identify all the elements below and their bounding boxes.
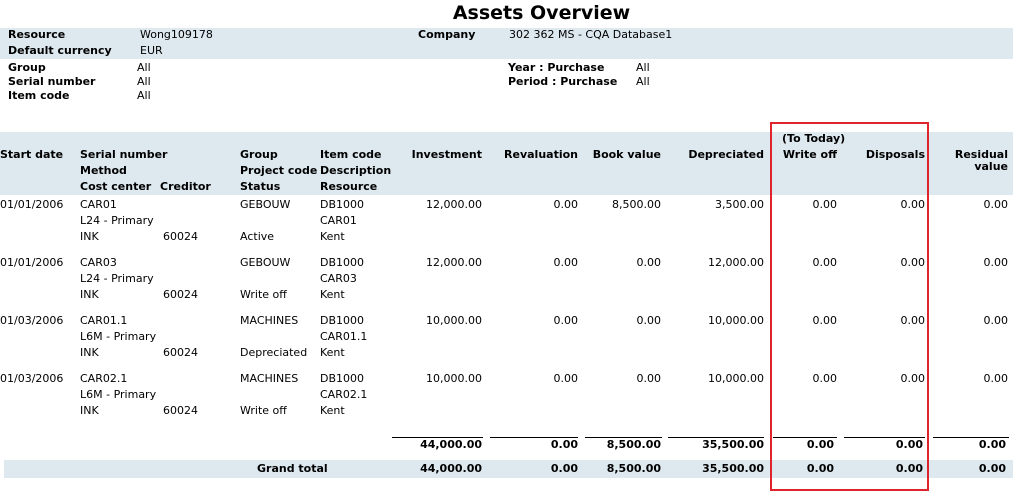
currency-value: EUR — [140, 44, 163, 57]
subtotal-disposals: 0.00 — [895, 438, 923, 451]
cell-serial: CAR01.1 — [80, 314, 128, 327]
cell-start-date: 01/03/2006 — [0, 372, 64, 385]
cell-depreciated: 12,000.00 — [708, 256, 764, 269]
grand-total-write-off: 0.00 — [806, 462, 834, 475]
cell-book-value: 8,500.00 — [612, 198, 661, 211]
cell-write-off: 0.00 — [812, 372, 837, 385]
page-title: Assets Overview — [452, 2, 631, 24]
cell-write-off: 0.00 — [812, 256, 837, 269]
cell-disposals: 0.00 — [900, 198, 925, 211]
cell-group: GEBOUW — [240, 256, 291, 269]
cell-item-code: DB1000 — [320, 198, 365, 211]
cell-revaluation: 0.00 — [553, 314, 578, 327]
subtotal-depreciated: 35,500.00 — [702, 438, 764, 451]
group-filter-value: All — [137, 61, 151, 74]
cell-depreciated: 10,000.00 — [708, 314, 764, 327]
col-residual-value: value — [974, 160, 1008, 173]
cell-cost-center: INK — [80, 230, 99, 243]
grand-total-residual: 0.00 — [978, 462, 1006, 475]
cell-resource: Kent — [320, 404, 345, 417]
company-label: Company — [418, 28, 476, 41]
cell-description: CAR03 — [320, 272, 357, 285]
cell-cost-center: INK — [80, 346, 99, 359]
serial-filter-value: All — [137, 75, 151, 88]
cell-status: Write off — [240, 404, 287, 417]
cell-creditor: 60024 — [163, 404, 198, 417]
period-filter-value: All — [636, 75, 650, 88]
cell-method: L6M - Primary — [80, 388, 157, 401]
cell-revaluation: 0.00 — [553, 372, 578, 385]
cell-resource: Kent — [320, 346, 345, 359]
cell-resource: Kent — [320, 288, 345, 301]
company-value: 302 362 MS - CQA Database1 — [509, 28, 673, 41]
col-creditor: Creditor — [160, 180, 211, 193]
cell-start-date: 01/01/2006 — [0, 198, 64, 211]
cell-revaluation: 0.00 — [553, 256, 578, 269]
year-filter-label: Year : Purchase — [508, 61, 605, 74]
itemcode-filter-label: Item code — [8, 89, 70, 102]
cell-creditor: 60024 — [163, 346, 198, 359]
col-revaluation: Revaluation — [504, 148, 578, 161]
grand-total-disposals: 0.00 — [895, 462, 923, 475]
col-start-date: Start date — [0, 148, 64, 161]
cell-serial: CAR03 — [80, 256, 117, 269]
subtotal-revaluation: 0.00 — [550, 438, 578, 451]
cell-write-off: 0.00 — [812, 198, 837, 211]
group-filter-label: Group — [8, 61, 46, 74]
cell-creditor: 60024 — [163, 288, 198, 301]
cell-revaluation: 0.00 — [553, 198, 578, 211]
cell-group: MACHINES — [240, 314, 299, 327]
cell-start-date: 01/03/2006 — [0, 314, 64, 327]
cell-description: CAR01 — [320, 214, 357, 227]
cell-resource: Kent — [320, 230, 345, 243]
cell-investment: 10,000.00 — [426, 372, 482, 385]
cell-disposals: 0.00 — [900, 256, 925, 269]
col-depreciated: Depreciated — [688, 148, 764, 161]
highlight-box — [770, 122, 929, 491]
col-investment: Investment — [411, 148, 482, 161]
col-cost-center: Cost center — [80, 180, 152, 193]
col-status: Status — [240, 180, 281, 193]
cell-residual: 0.00 — [983, 314, 1008, 327]
col-method: Method — [80, 164, 127, 177]
itemcode-filter-value: All — [137, 89, 151, 102]
cell-group: GEBOUW — [240, 198, 291, 211]
cell-investment: 10,000.00 — [426, 314, 482, 327]
col-residual: Residual — [954, 148, 1008, 161]
col-description: Description — [320, 164, 392, 177]
cell-description: CAR02.1 — [320, 388, 368, 401]
cell-residual: 0.00 — [983, 256, 1008, 269]
cell-book-value: 0.00 — [636, 372, 661, 385]
cell-start-date: 01/01/2006 — [0, 256, 64, 269]
cell-book-value: 0.00 — [636, 314, 661, 327]
cell-description: CAR01.1 — [320, 330, 368, 343]
col-serial-number: Serial number — [80, 148, 168, 161]
serial-filter-label: Serial number — [8, 75, 96, 88]
subtotal-write-off: 0.00 — [806, 438, 834, 451]
cell-serial: CAR02.1 — [80, 372, 128, 385]
cell-method: L6M - Primary — [80, 330, 157, 343]
cell-status: Write off — [240, 288, 287, 301]
resource-value: Wong109178 — [140, 28, 213, 41]
cell-book-value: 0.00 — [636, 256, 661, 269]
col-write-off: Write off — [782, 148, 837, 161]
cell-status: Depreciated — [240, 346, 308, 359]
grand-total-label: Grand total — [257, 462, 328, 475]
subtotal-investment: 44,000.00 — [420, 438, 482, 451]
col-item-code: Item code — [320, 148, 382, 161]
resource-label: Resource — [8, 28, 66, 41]
cell-item-code: DB1000 — [320, 314, 365, 327]
col-book-value: Book value — [592, 148, 661, 161]
cell-write-off: 0.00 — [812, 314, 837, 327]
cell-depreciated: 10,000.00 — [708, 372, 764, 385]
cell-item-code: DB1000 — [320, 372, 365, 385]
cell-investment: 12,000.00 — [426, 198, 482, 211]
subtotal-residual: 0.00 — [978, 438, 1006, 451]
col-project-code: Project code — [240, 164, 318, 177]
year-filter-value: All — [636, 61, 650, 74]
cell-status: Active — [240, 230, 275, 243]
cell-depreciated: 3,500.00 — [715, 198, 764, 211]
cell-group: MACHINES — [240, 372, 299, 385]
col-group: Group — [240, 148, 278, 161]
currency-label: Default currency — [8, 44, 112, 57]
cell-item-code: DB1000 — [320, 256, 365, 269]
col-to-today: (To Today) — [782, 132, 846, 145]
grand-total-revaluation: 0.00 — [550, 462, 578, 475]
cell-method: L24 - Primary — [80, 214, 154, 227]
col-disposals: Disposals — [865, 148, 925, 161]
cell-investment: 12,000.00 — [426, 256, 482, 269]
grand-total-investment: 44,000.00 — [420, 462, 482, 475]
grand-total-book-value: 8,500.00 — [606, 462, 661, 475]
grand-total-depreciated: 35,500.00 — [702, 462, 764, 475]
col-resource: Resource — [320, 180, 378, 193]
cell-creditor: 60024 — [163, 230, 198, 243]
cell-cost-center: INK — [80, 404, 99, 417]
cell-residual: 0.00 — [983, 198, 1008, 211]
cell-serial: CAR01 — [80, 198, 117, 211]
cell-disposals: 0.00 — [900, 372, 925, 385]
subtotal-book-value: 8,500.00 — [606, 438, 661, 451]
cell-residual: 0.00 — [983, 372, 1008, 385]
period-filter-label: Period : Purchase — [508, 75, 618, 88]
cell-method: L24 - Primary — [80, 272, 154, 285]
cell-cost-center: INK — [80, 288, 99, 301]
cell-disposals: 0.00 — [900, 314, 925, 327]
